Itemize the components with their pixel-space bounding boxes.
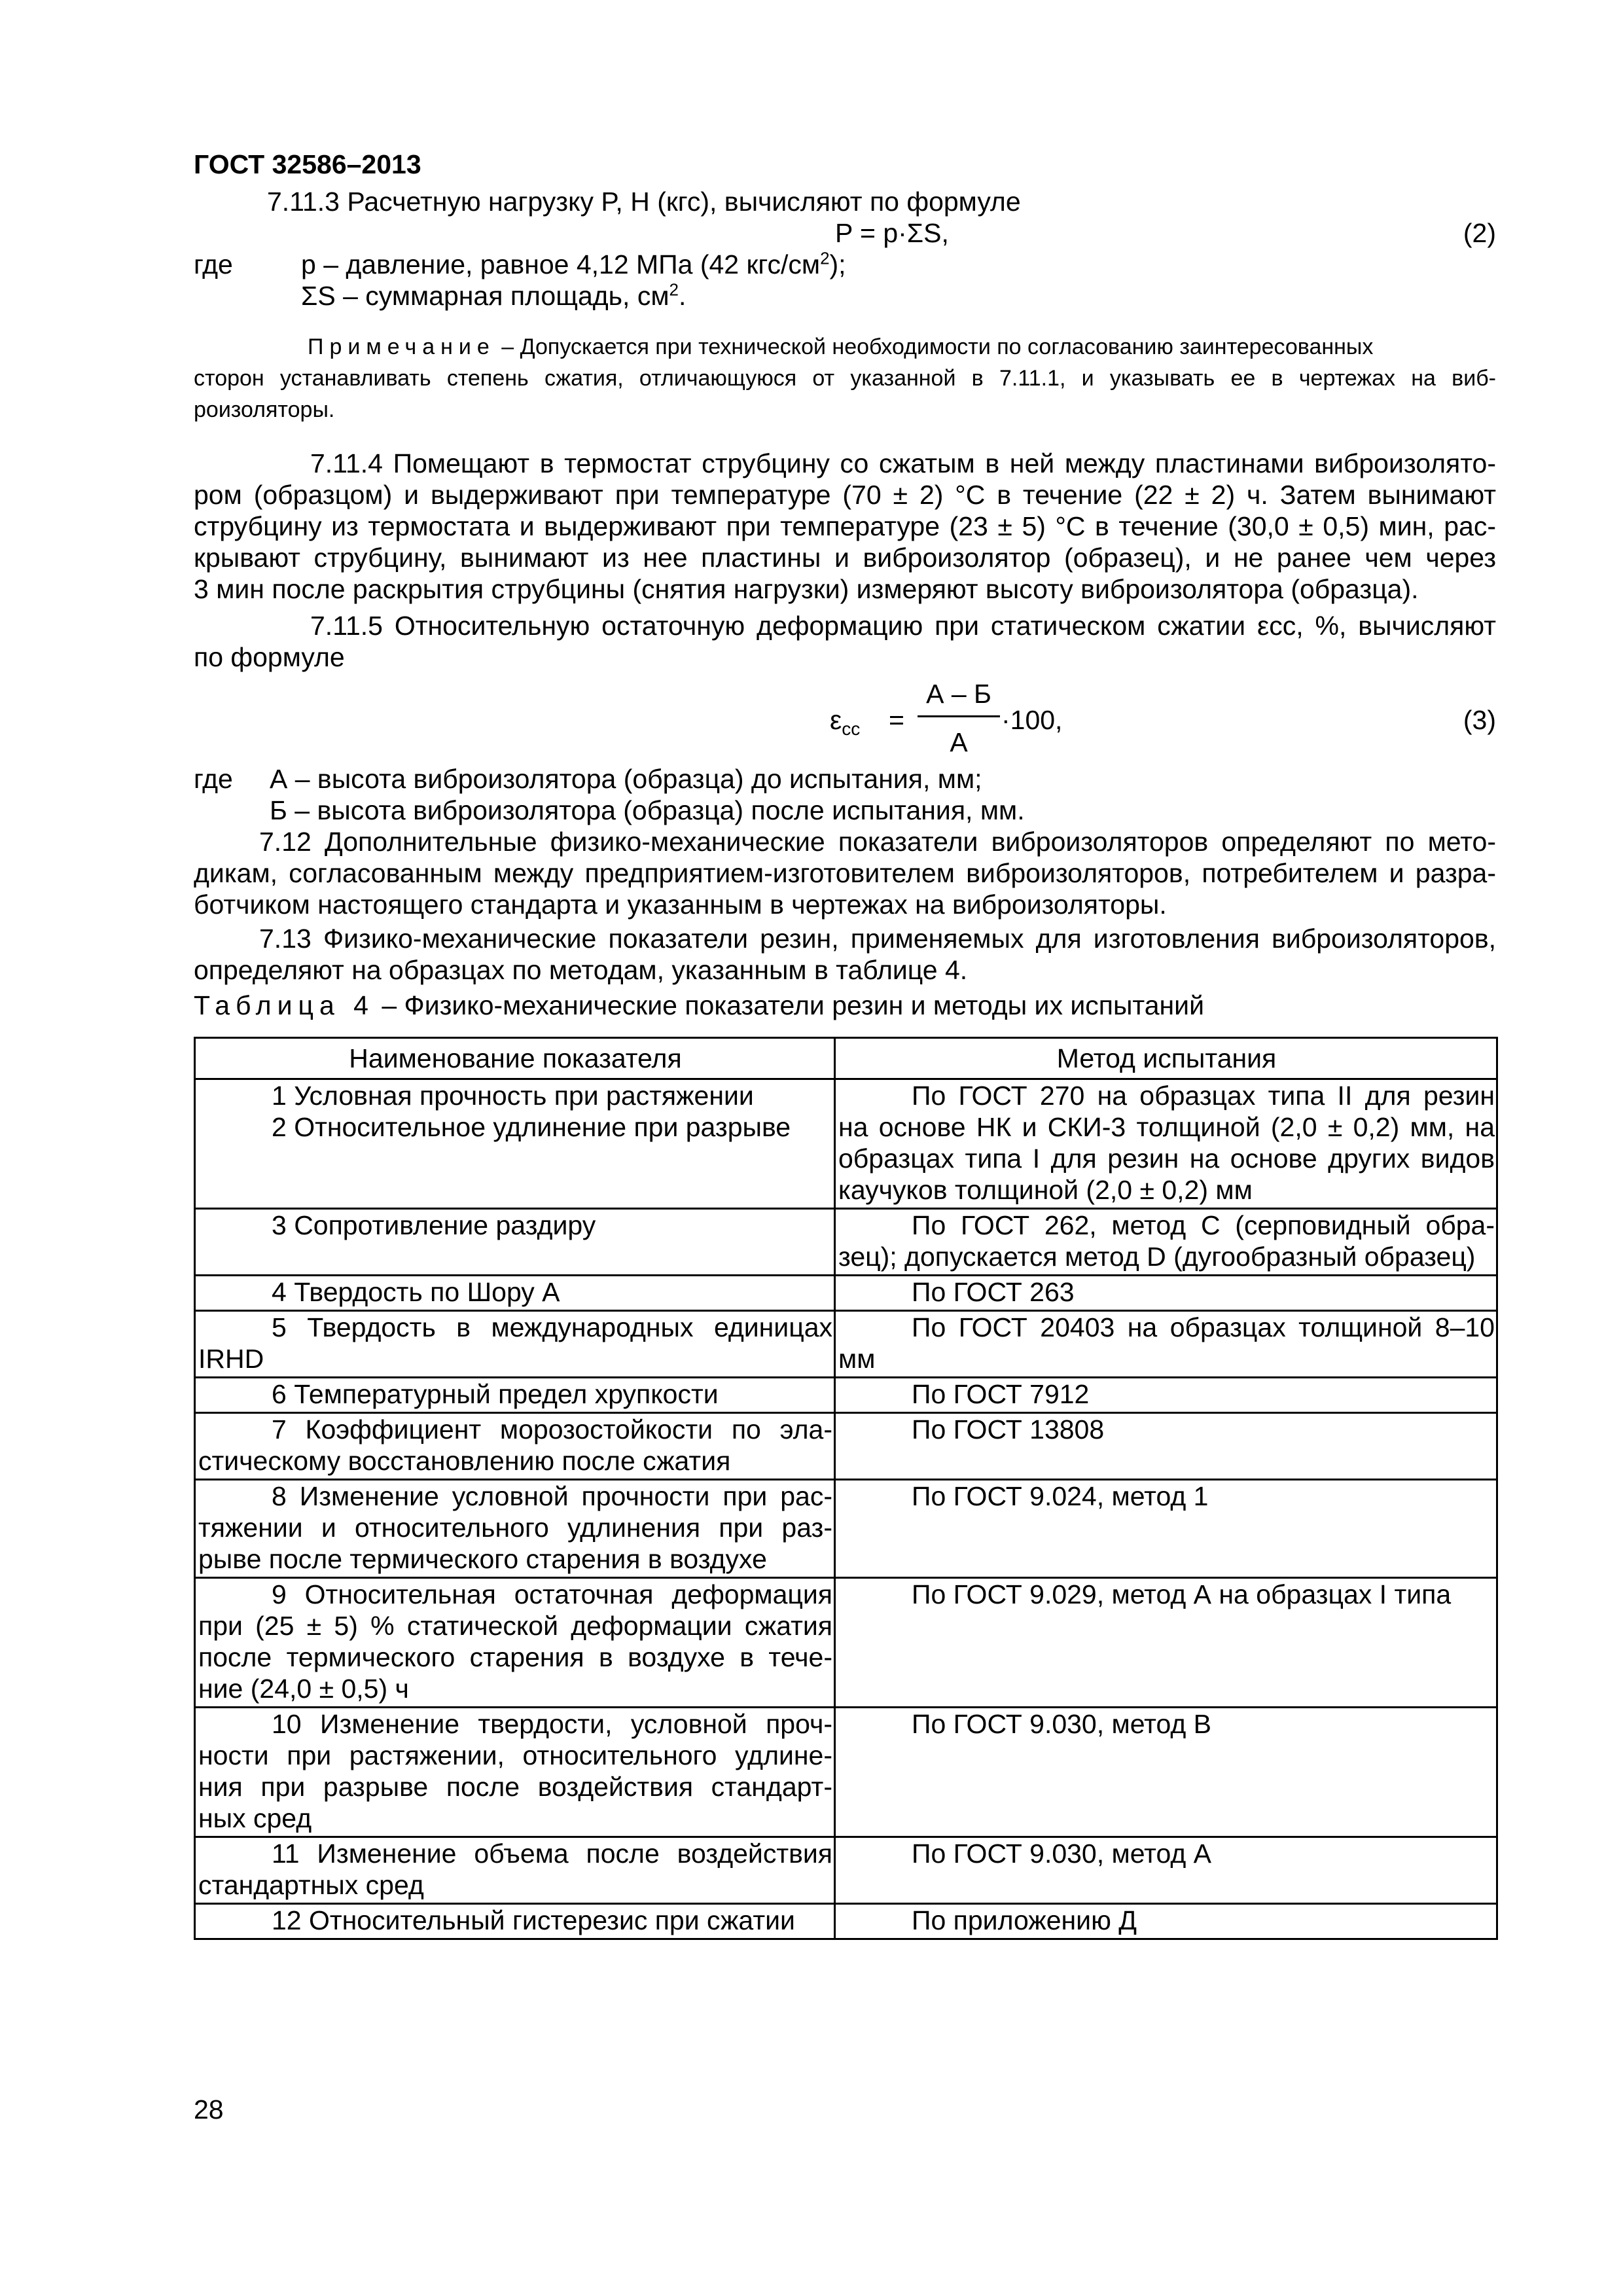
table-row	[195, 1311, 1497, 1378]
formula-2-number: (2)	[1463, 218, 1496, 248]
indicator-cell: 7 Коэффициент морозостойкости по эла- стическому восстановлению после сжатия	[195, 1413, 835, 1480]
clause-7-13: 7.13 Физико-механические показатели резин, применяемых для изготовления виброизоляторов, определяют на образцах по методам, указанным в таблице 4.	[194, 924, 1496, 985]
method-cell: По ГОСТ 9.030, метод А	[835, 1837, 1497, 1904]
table-row	[195, 1708, 1497, 1837]
column-header-indicator: Наименование показателя	[195, 1038, 835, 1079]
fraction-bar	[918, 715, 1000, 717]
where-label-3: где	[194, 764, 233, 794]
note-block: Примечание – Допускается при технической необходимости по согласованию заинтересованных сторон устанавливать степень сжатия, отличающуюся от указанной в 7.11.1, и указывать ее в чертежах на виб- роизоляторы.	[194, 334, 1496, 422]
table-header-row	[195, 1038, 1497, 1079]
table-row	[195, 1378, 1497, 1413]
page-number: 28	[194, 2094, 224, 2125]
indicator-cell: 11 Изменение объема после воздействия стандартных сред	[195, 1837, 835, 1904]
table-row	[195, 1209, 1497, 1276]
table-row	[195, 1904, 1497, 1939]
table-row	[195, 1079, 1497, 1209]
method-cell: По ГОСТ 9.029, метод А на образцах I типа	[835, 1578, 1497, 1708]
indicator-cell: 9 Относительная остаточная деформация при (25 ± 5) % статической деформации сжатия после термического старения в воздухе в тече- ние (24,0 ± 0,5) ч	[195, 1578, 835, 1708]
clause-7-11-3-intro: 7.11.3 Расчетную нагрузку P, Н (кгс), вычисляют по формуле	[267, 187, 1021, 217]
formula-3-number: (3)	[1463, 705, 1496, 735]
method-cell: По приложению Д	[835, 1904, 1497, 1939]
method-cell: По ГОСТ 7912	[835, 1378, 1497, 1413]
method-cell: По ГОСТ 13808	[835, 1413, 1497, 1480]
indicator-cell: 8 Изменение условной прочности при рас- тяжении и относительного удлинения при раз- рыве после термического старения в воздухе	[195, 1480, 835, 1578]
definition-sum-s: ΣS – суммарная площадь, $см^2$.	[301, 279, 687, 311]
indicator-cell: 6 Температурный предел хрупкости	[195, 1378, 835, 1413]
method-cell: По ГОСТ 9.024, метод 1	[835, 1480, 1497, 1578]
definition-b: Б – высота виброизолятора (образца) после испытания, мм.	[270, 795, 1025, 825]
clause-7-11-4: 7.11.4 Помещают в термостат струбцину со сжатым в ней между пластинами виброизолято- ром (образцом) и выдерживают при температуре (70 ± 2) °С в течение (22 ± 2) ч. Затем вынимают струбцину из термостата и выдерживают при температуре (23 ± 5) °С в течение (30,0 ± 0,5) мин, рас- крывают струбцину, вынимают из нее пластины и виброизолятор (образец), и не ранее чем через 3 мин после раскрытия струбцины (снятия нагрузки) измеряют высоту виброизолятора (образца).	[194, 448, 1496, 604]
formula-2: P = p·ΣS,	[835, 218, 949, 248]
table-row	[195, 1480, 1497, 1578]
table-row	[195, 1837, 1497, 1904]
indicator-cell: 3 Сопротивление раздиру	[195, 1209, 835, 1276]
table-4	[194, 1037, 1498, 1940]
clause-7-11-5: 7.11.5 Относительную остаточную деформацию при статическом сжатии εcc, %, вычисляют по формуле	[194, 611, 1496, 672]
column-header-method: Метод испытания	[835, 1038, 1497, 1079]
formula-3-denominator: А	[950, 727, 968, 757]
document-id-header: ГОСТ 32586–2013	[194, 149, 421, 179]
table-row	[195, 1578, 1497, 1708]
where-label: где	[194, 249, 233, 279]
definition-p: p – давление, равное 4,12 МПа (42 кгс/$см^2$);	[301, 248, 846, 279]
indicator-cell: 12 Относительный гистерезис при сжатии	[195, 1904, 835, 1939]
table-row	[195, 1413, 1497, 1480]
document-page: ГОСТ 32586–2013 7.11.3 Расчетную нагрузку P, Н (кгс), вычисляют по формуле P = p·ΣS, (2) где p – давление, равное 4,12 МПа (42 кгс/$см^2$); ΣS – суммарная площадь, $см^2$. Примечание – Допускается при технической необходимости по согласованию заинтересованных сторон устанавливать степень сжатия, отличающуюся от указанной в 7.11.1, и указывать ее в чертежах на виб- роизоляторы. 7.11.4 Помещают в термостат струбцину со сжатым в ней между пластинами виброизолято- ром (образцом) и выдерживают при температуре (70 ± 2) °С в течение (22 ± 2) ч. Затем вынимают струбцину из термостата и выдерживают при температуре (23 ± 5) °С в течение (30,0 ± 0,5) мин, рас- крывают струбцину, вынимают из нее пластины и виброизолятор (образец), и не ранее чем через 3 мин после раскрытия струбцины (снятия нагрузки) измеряют высоту виброизолятора (образца). 7.11.5 Относительную остаточную деформацию при статическом сжатии εcc, %, вычисляют по формуле $\varepsilon_{cc}$ = А – Б А ·100, (3) где А – высота виброизолятора (образца) до испытания, мм; Б – высота виброизолятора (образца) после испытания, мм. 7.12 Дополнительные физико-механические показатели виброизоляторов определяют по мето- дикам, согласованным между предприятием-изготовителем виброизоляторов, потребителем и разра- ботчиком настоящего стандарта и указанным в чертежах на виброизоляторы. 7.13 Физико-механические показатели резин, применяемых для изготовления виброизоляторов, определяют на образцах по методам, указанным в таблице 4. Таблица 4 – Физико-механические показатели резин и методы их испытаний Наименование показателя Метод испытания 1 Условная прочность при растяжении 2 Относительное удлинение при разрыве По ГОСТ 270 на образцах типа II для резин на основе НК и СКИ-3 толщиной (2,0 ± 0,2) мм, на образцах типа I для резин на основе других видов каучуков толщиной (2,0 ± 0,2) мм 3 Сопротивление раздиру По ГОСТ 262, метод С (серповидный обра- зец); допускается метод D (дугообразный образец) 4 Твердость по Шору А По ГОСТ 263 5 Твердость в международных единицах IRHD По ГОСТ 20403 на образцах толщиной 8–10 мм 6 Температурный предел хрупкости По ГОСТ 7912 7 Коэффициент морозостойкости по эла- стическому восстановлению после сжатия По ГОСТ 13808 8 Изменение условной прочности при рас- тяжении и относительного удлинения при раз- рыве после термического старения в воздухе По ГОСТ 9.024, метод 1 9 Относительная остаточная деформация при (25 ± 5) % статической деформации сжатия после термического старения в воздухе в тече- ние (24,0 ± 0,5) ч По ГОСТ 9.029, метод А на образцах I типа 10 Изменение твердости, условной проч- ности при растяжении, относительного удлине- ния при разрыве после воздействия стандарт- ных сред По ГОСТ 9.030, метод В 11 Изменение объема после воздействия стандартных сред По ГОСТ 9.030, метод А 12 Относительный гистерезис при сжатии По приложению Д 28	[194, 0, 1496, 2296]
indicator-cell: 5 Твердость в международных единицах IRHD	[195, 1311, 835, 1378]
indicator-cell: 4 Твердость по Шору А	[195, 1276, 835, 1311]
note-label: Примечание	[308, 334, 495, 359]
table-row	[195, 1276, 1497, 1311]
indicator-cell: 1 Условная прочность при растяжении 2 Относительное удлинение при разрыве	[195, 1079, 835, 1209]
formula-3-numerator: А – Б	[926, 679, 991, 709]
table-4-caption: Таблица 4 – Физико-механические показатели резин и методы их испытаний	[194, 990, 1204, 1020]
indicator-cell: 10 Изменение твердости, условной проч- ности при растяжении, относительного удлине- ния при разрыве после воздействия стандарт- ных сред	[195, 1708, 835, 1837]
method-cell: По ГОСТ 20403 на образцах толщиной 8–10 мм	[835, 1311, 1497, 1378]
method-cell: По ГОСТ 262, метод С (серповидный обра- зец); допускается метод D (дугообразный образец)	[835, 1209, 1497, 1276]
clause-7-12: 7.12 Дополнительные физико-механические показатели виброизоляторов определяют по мето- дикам, согласованным между предприятием-изготовителем виброизоляторов, потребителем и разра- ботчиком настоящего стандарта и указанным в чертежах на виброизоляторы.	[194, 827, 1496, 920]
definition-a: А – высота виброизолятора (образца) до испытания, мм;	[270, 764, 982, 794]
method-cell: По ГОСТ 270 на образцах типа II для резин на основе НК и СКИ-3 толщиной (2,0 ± 0,2) мм, на образцах типа I для резин на основе других видов каучуков толщиной (2,0 ± 0,2) мм	[835, 1079, 1497, 1209]
method-cell: По ГОСТ 9.030, метод В	[835, 1708, 1497, 1837]
method-cell: По ГОСТ 263	[835, 1276, 1497, 1311]
